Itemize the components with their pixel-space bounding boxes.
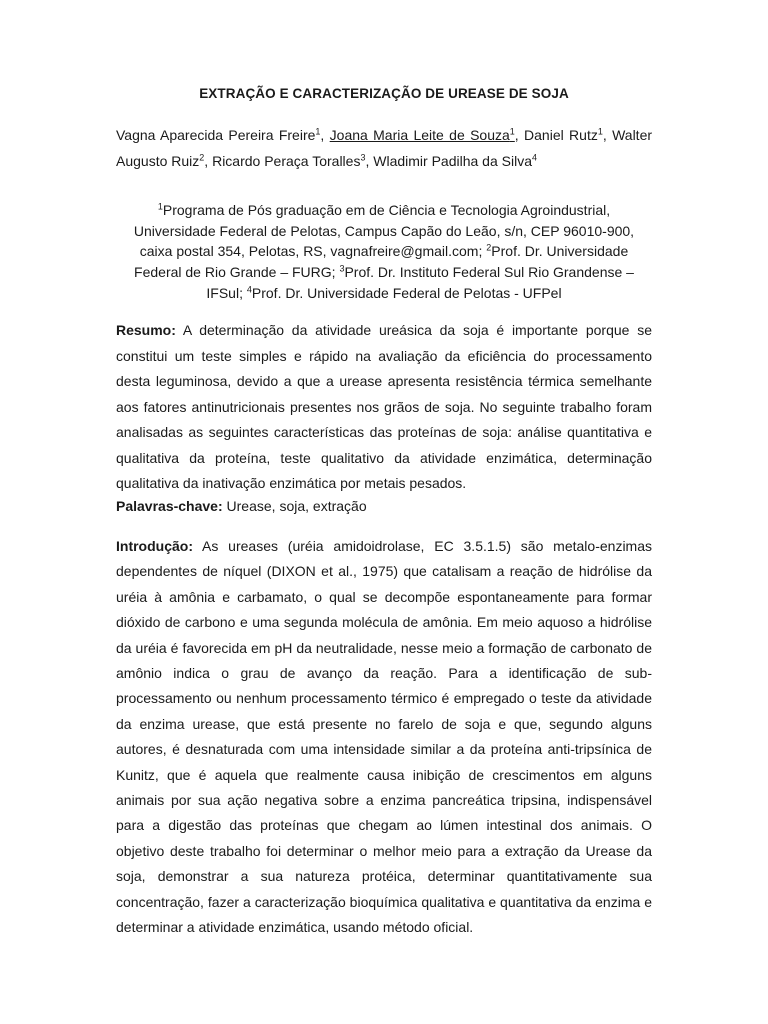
affiliation-3: Prof. Dr. Instituto Federal Sul Rio Grandense – IFSul;	[206, 264, 634, 301]
abstract-text: A determinação da atividade ureásica da soja é importante porque se constitui um teste simples e rápido na avaliação da eficiência do processamento desta leguminosa, devido a que a urease apresenta resistência térmica semelhante aos fatores antinutricionais presentes nos grãos de soja. No seguinte trabalho foram analisadas as seguintes características das proteínas de soja: análise quantitativa e qualitativa da proteína, teste qualitativo da atividade enzimática, determinação qualitativa da inativação enzimática por metais pesados.	[116, 322, 652, 491]
author: Vagna Aparecida Pereira Freire$^1$	[116, 126, 321, 143]
abstract	[116, 318, 652, 497]
introduction-text: As ureases (uréia amidoidrolase, EC 3.5.1.5) são metalo-enzimas dependentes de níquel (DIXON et al., 1975) que catalisam a reação de hidrólise da uréia à amônia e carbamato, o qual se decompõe espontaneamente para formar dióxido de carbono e uma segunda molécula de amônia. Em meio aquoso a hidrólise da uréia é favorecida em pH da neutralidade, nesse meio a formação de carbonato de amônio indica o grau de avanço da reação. Para a identificação de sub-processamento ou nenhum processamento térmico é empregado o teste da atividade da enzima urease, que está presente no farelo de soja e que, segundo alguns autores, é desnaturada com uma intensidade similar a da proteína anti-tripsínica de Kunitz, que é aquela que realmente causa inibição de crescimentos em alguns animais por sua ação negativa sobre a enzima pancreática tripsina, indispensável para a digestão das proteínas que chegam ao lúmen intestinal dos animais. O objetivo deste trabalho foi determinar o melhor meio para a extração da Urease da soja, demonstrar a sua natureza protéica, determinar quantitativamente sua concentração, fazer a caracterização bioquímica qualitativa e quantitativa da enzima e determinar a atividade enzimática, usando método oficial.	[116, 538, 652, 936]
author-list: Vagna Aparecida Pereira Freire$^1$, Joana Maria Leite de Souza$^1$, Daniel Rutz$^1$, Walter Augusto Ruiz$^2$, Ricardo Peraça Toralles$^3$, Wladimir Padilha da Silva$^4$	[116, 126, 653, 169]
introduction	[116, 534, 652, 941]
keywords	[116, 494, 652, 520]
author: Wladimir Padilha da Silva$^4$	[373, 152, 537, 169]
keywords-text: Urease, soja, extração	[222, 498, 367, 514]
abstract-label: Resumo:	[116, 322, 176, 338]
paper-title: EXTRAÇÃO E CARACTERIZAÇÃO DE UREASE DE SOJA	[199, 86, 569, 101]
introduction-label: Introdução:	[116, 538, 193, 554]
author: Walter Augusto Ruiz$^2$	[116, 127, 653, 169]
affiliation-2: Prof. Dr. Universidade Federal de Rio Grande – FURG;	[134, 243, 629, 281]
author-presenting: Joana Maria Leite de Souza$^1$	[329, 126, 515, 143]
affiliations: $^1$Programa de Pós graduação em de Ciência e Tecnologia Agroindustrial, Universidade Federal de Pelotas, Campus Capão do Leão, s/n, CEP 96010-900, caixa postal 354, Pelotas, RS, vagnafreire@gmail.com; $^2$Prof. Dr. Universidade Federal de Rio Grande – FURG; $^3$Prof. Dr. Instituto Federal Sul Rio Grandense – IFSul; $^4$Prof. Dr. Universidade Federal de Pelotas - UFPel	[133, 201, 635, 301]
keywords-label: Palavras-chave:	[116, 498, 223, 514]
affiliation-1: Programa de Pós graduação em de Ciência e Tecnologia Agroindustrial, Universidade Federal de Pelotas, Campus Capão do Leão, s/n, CEP 96010-900, caixa postal 354, Pelotas, RS, vagnafreire@gmail.com;	[133, 202, 635, 260]
author: Daniel Rutz$^1$	[524, 126, 603, 143]
author: Ricardo Peraça Toralles$^3$	[212, 152, 366, 169]
affiliation-4: Prof. Dr. Universidade Federal de Pelotas - UFPel	[251, 284, 562, 301]
